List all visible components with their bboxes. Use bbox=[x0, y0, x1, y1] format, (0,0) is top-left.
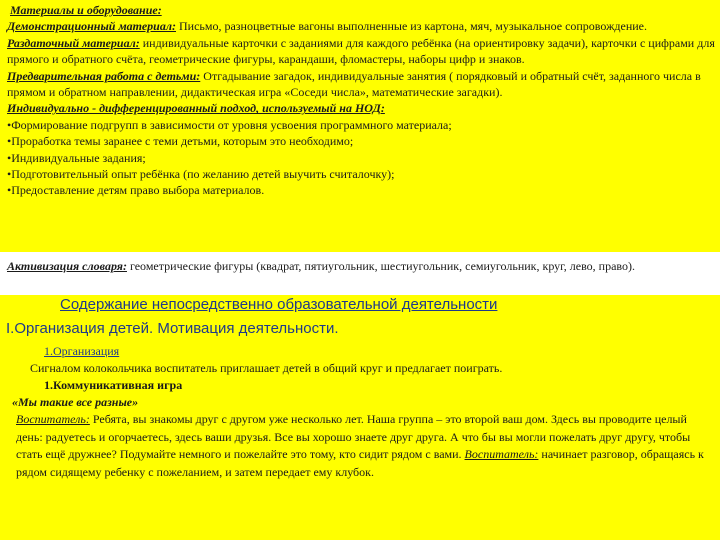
handout-text: индивидуальные карточки с заданиями для каждого ребёнка (на ориентировку задачи), карточки с цифрами для прямого и обратного счёта, геометрические фигуры, карандаши, фломастеры, наборы цифр и знаков. bbox=[7, 35, 715, 67]
dialogue-paragraph bbox=[16, 411, 706, 481]
comm-subheading: 1.Коммуникативная игра bbox=[44, 378, 183, 392]
bullet-item: •Индивидуальные задания; bbox=[7, 150, 146, 165]
demo-label: Демонстрационный материал: bbox=[7, 19, 176, 34]
prelim-label: Предварительная работа с детьми: bbox=[7, 68, 201, 83]
demo-material bbox=[7, 18, 716, 34]
bullet-item: •Формирование подгрупп в зависимости от уровня усвоения программного материала; bbox=[7, 117, 452, 132]
activation-label: Активизация словаря: bbox=[7, 259, 127, 273]
demo-text: Письмо, разноцветные вагоны выполненные из картона, мяч, музыкальное сопровождение. bbox=[176, 19, 647, 34]
prelim-work bbox=[7, 68, 716, 101]
bullet-item: •Подготовительный опыт ребёнка (по желанию детей выучить считалочку); bbox=[7, 167, 395, 182]
content-title: Содержание непосредственно образовательной деятельности bbox=[60, 296, 498, 313]
materials-title: Материалы и оборудование: bbox=[10, 3, 162, 17]
materials-heading bbox=[7, 2, 716, 18]
speech-text: Ребята, вы знакомы друг с другом уже несколько лет. Наша группа – это второй ваш дом. Здесь вы проводите целый день: радуетесь и огорчаетесь, здесь ваши друзья. Все вы хорошо знаете друг друга. А что бы вы могли пожелать друг другу, чтобы стать ещё дружнее? Подумайте немного и пожелайте это тому, кто сидит рядом с вами. bbox=[16, 412, 691, 461]
approach-label: Индивидуально - дифференцированный подход, используемый на НОД: bbox=[7, 101, 385, 116]
org-text: Сигналом колокольчика воспитатель приглашает детей в общий круг и предлагает поиграть. bbox=[30, 361, 503, 375]
game-name: «Мы такие все разные» bbox=[12, 395, 139, 409]
approach-heading bbox=[7, 100, 716, 116]
org-subheading: 1.Организация bbox=[44, 344, 120, 358]
materials-section bbox=[0, 0, 720, 250]
bullet-item: •Проработка темы заранее с теми детьми, которым это необходимо; bbox=[7, 134, 354, 149]
bullet-item: •Предоставление детям право выбора материалов. bbox=[7, 183, 265, 198]
org-title: I.Организация детей. Мотивация деятельности. bbox=[6, 320, 339, 337]
speaker-label: Воспитатель: bbox=[16, 412, 90, 426]
speaker-label: Воспитатель: bbox=[464, 447, 539, 461]
handout-material bbox=[7, 35, 716, 68]
handout-label: Раздаточный материал: bbox=[7, 35, 140, 50]
prelim-text: Отгадывание загадок, индивидуальные занятия ( порядковый и обратный счёт, заданного числа в прямом и обратном направлении, дидактическая игра «Соседи числа», математические загадки). bbox=[7, 68, 701, 100]
activation-text: геометрические фигуры (квадрат, пятиугольник, шестиугольник, семиугольник, круг, лево, право). bbox=[126, 259, 635, 273]
activation-paragraph bbox=[7, 258, 712, 274]
speech-text: начинает разговор, обращаясь к рядом сидящему ребенку с пожеланием, и затем передает ему клубок. bbox=[16, 447, 704, 479]
